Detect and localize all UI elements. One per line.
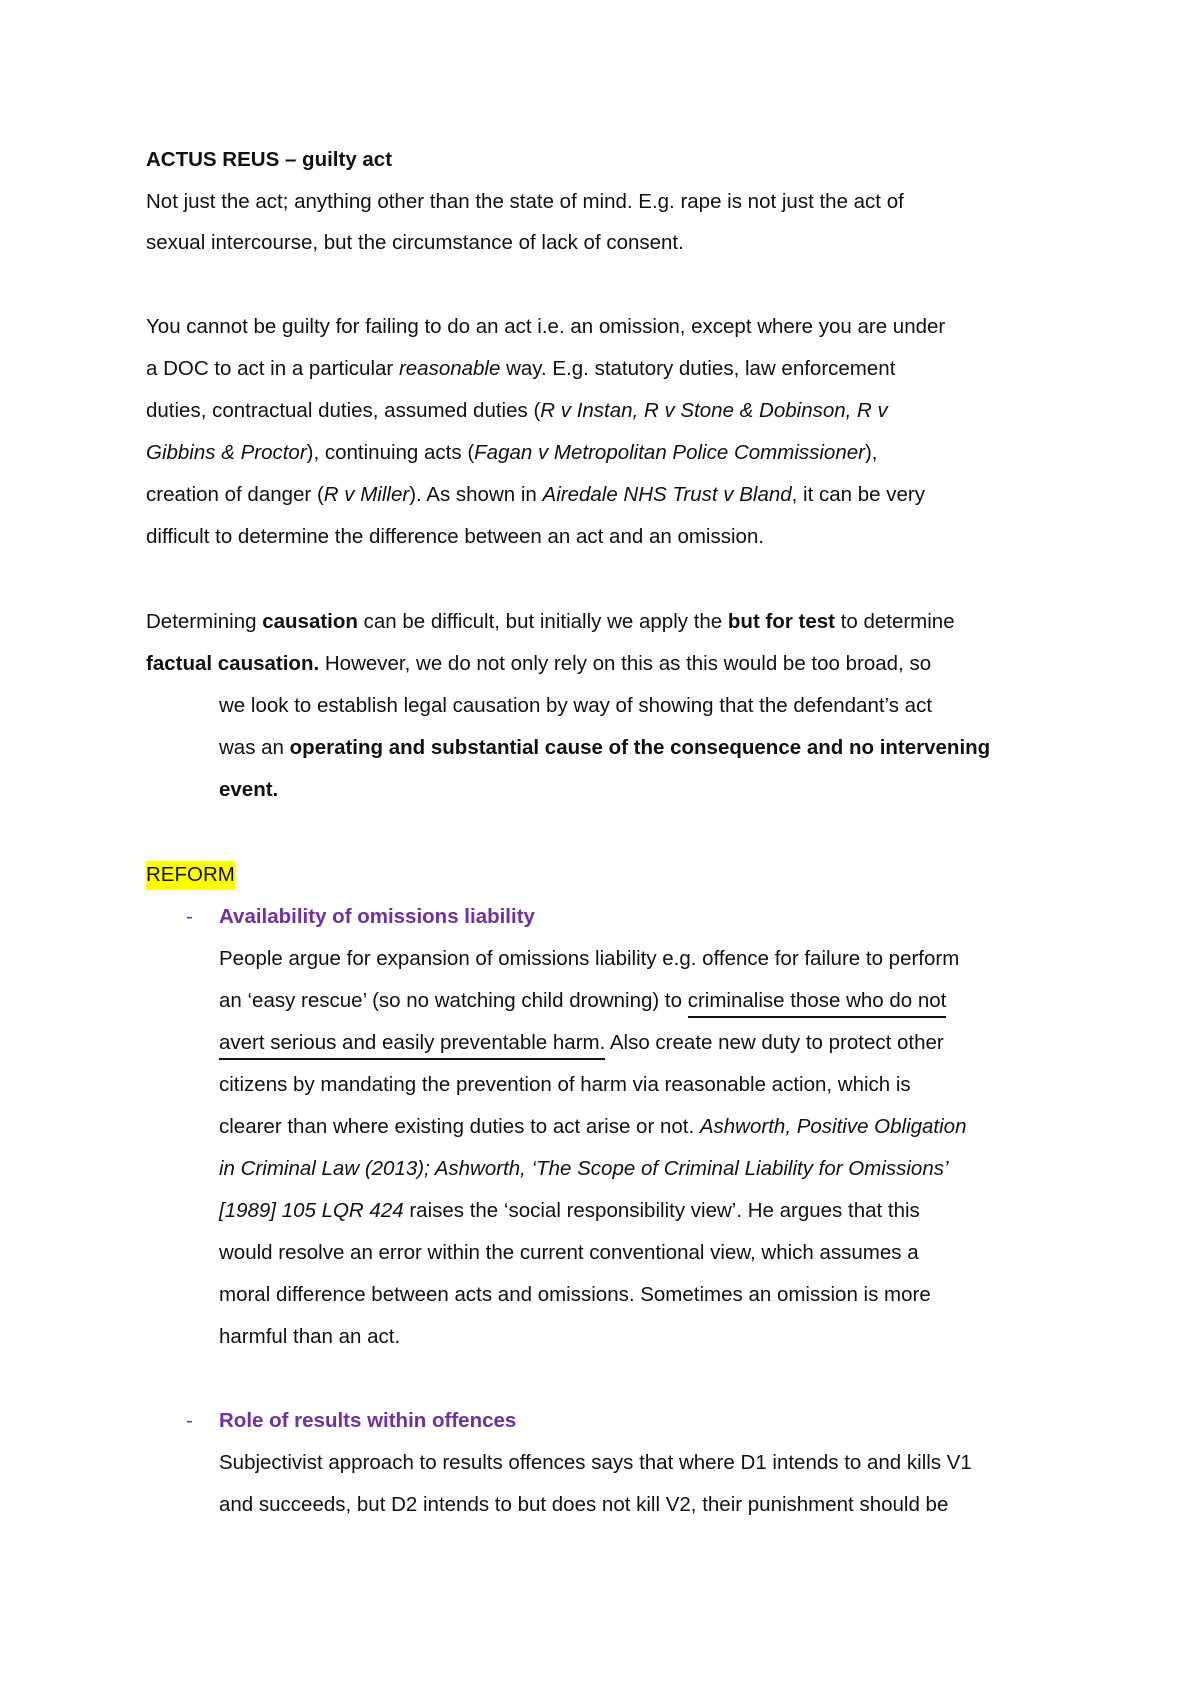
paragraph-line: You cannot be guilty for failing to do an act i.e. an omission, except where you are under xyxy=(146,315,946,338)
list-dash: - xyxy=(186,1409,193,1432)
case-citation: Gibbins & Proctor xyxy=(146,441,307,464)
citation: Ashworth, Positive Obligation xyxy=(699,1115,967,1138)
section-heading: ACTUS REUS – guilty act xyxy=(146,148,393,171)
paragraph-line: difficult to determine the difference between an act and an omission. xyxy=(146,525,765,548)
paragraph-line: creation of danger (R v Miller). As shown in Airedale NHS Trust v Bland, it can be very xyxy=(146,483,925,506)
list-item-heading: Availability of omissions liability xyxy=(219,905,535,928)
paragraph-line: Gibbins & Proctor), continuing acts (Fagan v Metropolitan Police Commissioner), xyxy=(146,441,878,464)
paragraph-line: factual causation. However, we do not only rely on this as this would be too broad, so xyxy=(146,652,932,675)
paragraph-line: Determining causation can be difficult, but initially we apply the but for test to determine xyxy=(146,610,955,633)
paragraph-line xyxy=(219,1154,949,1184)
paragraph-line: Not just the act; anything other than the state of mind. E.g. rape is not just the act of xyxy=(146,190,904,213)
citation: [1989] 105 LQR 424 xyxy=(219,1199,404,1222)
list-item-heading: Role of results within offences xyxy=(219,1409,517,1432)
case-citation: Fagan v Metropolitan Police Commissioner xyxy=(474,441,865,464)
list-dash: - xyxy=(186,905,193,928)
paragraph-line: a DOC to act in a particular reasonable way. E.g. statutory duties, law enforcement xyxy=(146,357,896,380)
case-citation: R v Instan, R v Stone & Dobinson, R v xyxy=(540,399,888,422)
emphasis: reasonable xyxy=(398,357,501,380)
paragraph-line: People argue for expansion of omissions liability e.g. offence for failure to perform xyxy=(219,947,960,970)
paragraph-line: and succeeds, but D2 intends to but does not kill V2, their punishment should be xyxy=(219,1493,949,1516)
paragraph-line: avert serious and easily preventable harm. Also create new duty to protect other xyxy=(219,1028,944,1058)
paragraph-line: we look to establish legal causation by way of showing that the defendant’s act xyxy=(219,694,933,717)
paragraph-line: harmful than an act. xyxy=(219,1325,401,1348)
paragraph-line: Subjectivist approach to results offences says that where D1 intends to and kills V1 xyxy=(219,1451,972,1474)
paragraph-line: citizens by mandating the prevention of harm via reasonable action, which is xyxy=(219,1073,911,1096)
paragraph-line: an ‘easy rescue’ (so no watching child drowning) to criminalise those who do not xyxy=(219,986,946,1016)
reform-label: REFORM xyxy=(146,860,235,890)
paragraph-line: [1989] 105 LQR 424 raises the ‘social responsibility view’. He argues that this xyxy=(219,1199,920,1222)
paragraph-line: sexual intercourse, but the circumstance of lack of consent. xyxy=(146,231,684,254)
citation: in Criminal Law (2013); Ashworth, ‘The Scope of Criminal Liability for Omissions’ xyxy=(219,1157,949,1180)
paragraph-line: would resolve an error within the current conventional view, which assumes a xyxy=(219,1241,919,1264)
underlined-text: avert serious and easily preventable harm. xyxy=(219,1031,605,1060)
paragraph-line: duties, contractual duties, assumed duties (R v Instan, R v Stone & Dobinson, R v xyxy=(146,399,888,422)
paragraph-line: was an operating and substantial cause of the consequence and no intervening xyxy=(219,736,991,759)
case-citation: R v Miller xyxy=(323,483,410,506)
paragraph-line: clearer than where existing duties to act arise or not. Ashworth, Positive Obligation xyxy=(219,1115,967,1138)
paragraph-line: moral difference between acts and omissions. Sometimes an omission is more xyxy=(219,1283,931,1306)
paragraph-line: event. xyxy=(219,778,279,801)
underlined-text: criminalise those who do not xyxy=(688,989,947,1018)
case-citation: Airedale NHS Trust v Bland xyxy=(542,483,792,506)
